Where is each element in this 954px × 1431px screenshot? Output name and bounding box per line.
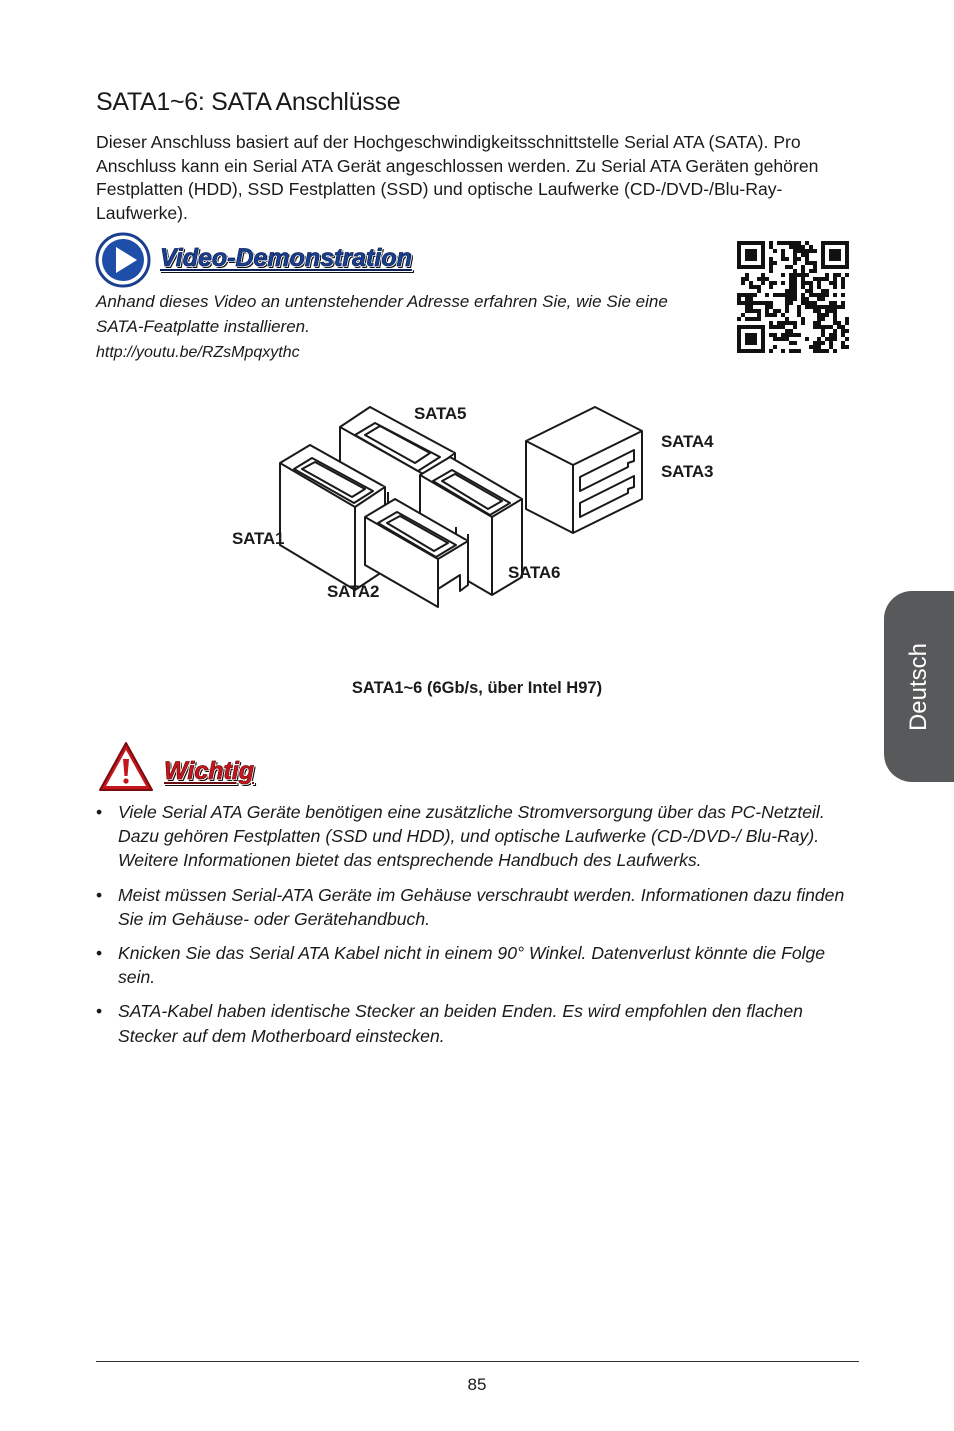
important-list — [96, 800, 856, 1058]
list-item: • Meist müssen Serial-ATA Geräte im Gehäuse verschraubt werden. Informationen dazu finden Sie im Gehäuse- oder Gerätehandbuch. — [96, 884, 845, 929]
label-sata1: SATA1 — [232, 529, 285, 548]
label-sata6: SATA6 — [508, 563, 561, 582]
section-title: SATA1~6: SATA Anschlüsse — [96, 88, 401, 116]
sata3-sata4-connector — [526, 407, 642, 533]
language-tab[interactable] — [884, 591, 954, 782]
language-tab-label: Deutsch — [905, 642, 932, 731]
diagram-caption: SATA1~6 (6Gb/s, über Intel H97) — [351, 679, 603, 697]
page-number: 85 — [467, 1375, 487, 1394]
bullet: • — [96, 884, 103, 905]
bullet: • — [96, 802, 103, 822]
list-item: • Knicken Sie das Serial ATA Kabel nicht in einem 90° Winkel. Datenverlust könnte die Folge sein. — [96, 943, 826, 988]
play-icon — [95, 232, 151, 288]
video-heading: Video-Demonstration — [160, 244, 412, 272]
label-sata4: SATA4 — [661, 432, 714, 451]
intro-paragraph: Dieser Anschluss basiert auf der Hochgeschwindigkeitsschnittstelle Serial ATA (SATA). Pro Anschluss kann ein Serial ATA Gerät angeschlossen werden. Zu Serial ATA Geräten gehören Festplatten (HDD), SSD Festplatten (SSD) und optische Laufwerke (CD-/DVD-/Blu-Ray-Laufwerke). — [96, 132, 819, 223]
label-sata5: SATA5 — [414, 404, 467, 423]
list-item: • Viele Serial ATA Geräte benötigen eine zusätzliche Stromversorgung über das PC-Netzteil. Dazu gehören Festplatten (SSD und HDD), und optische Laufwerke (CD-/DVD-/ Blu-Ray). Weitere Informationen bietet das entsprechende Handbuch des Laufwerks. — [96, 802, 825, 871]
label-sata3: SATA3 — [661, 462, 714, 481]
warning-icon — [97, 740, 155, 794]
important-heading: Wichtig — [164, 757, 255, 785]
video-link[interactable]: http://youtu.be/RZsMpqxythc — [96, 344, 300, 361]
label-sata2: SATA2 — [327, 582, 380, 601]
video-description: Anhand dieses Video an untenstehender Adresse erfahren Sie, wie Sie eine SATA-Featplatte installieren. — [96, 292, 668, 336]
qr-code — [737, 241, 849, 353]
list-item: • SATA-Kabel haben identische Stecker an beiden Enden. Es wird empfohlen den flachen Stecker auf dem Motherboard einstecken. — [96, 1001, 803, 1046]
sata-connector-diagram — [270, 395, 650, 610]
bullet: • — [96, 943, 103, 964]
bullet: • — [96, 1001, 103, 1022]
footer-divider — [96, 1361, 859, 1362]
